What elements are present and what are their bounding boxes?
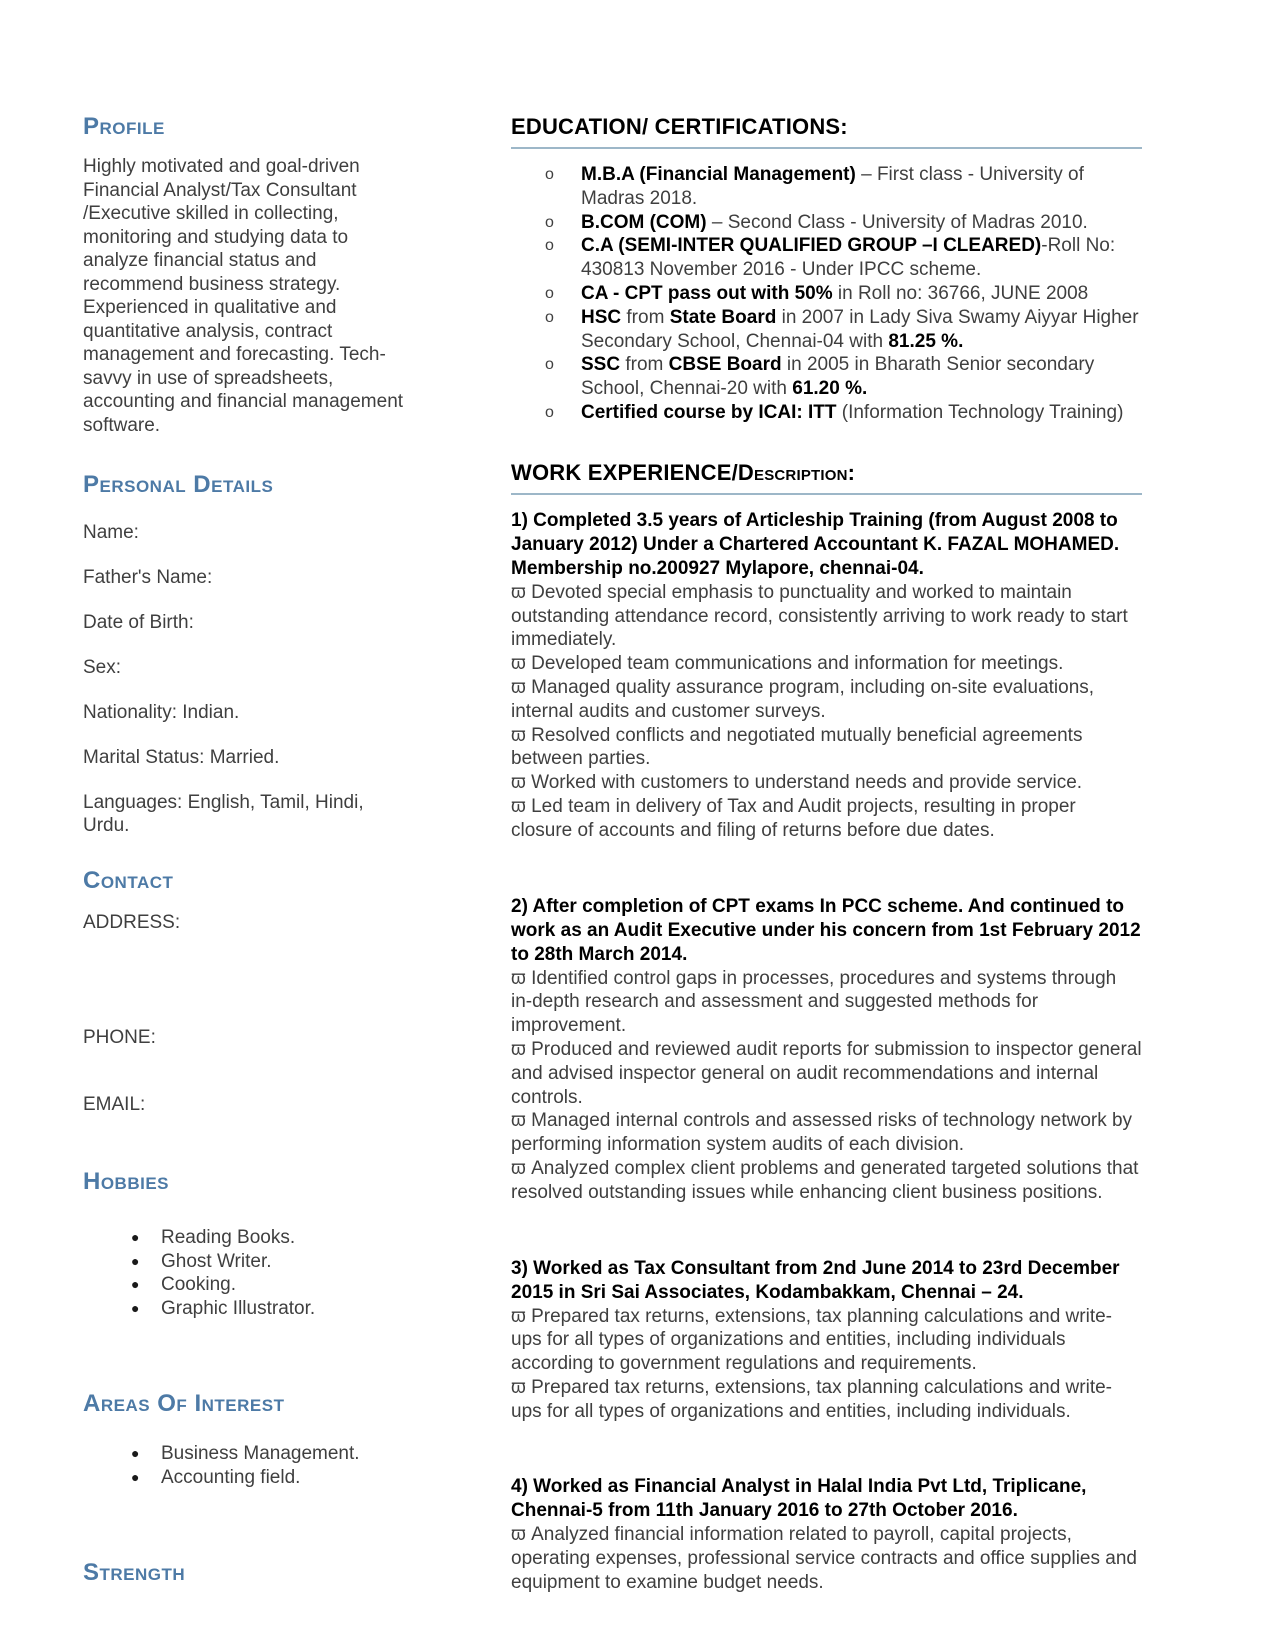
profile-heading: Profile xyxy=(83,113,165,140)
text-run: SSC xyxy=(581,354,621,376)
areas-of-interest-heading: Areas Of Interest xyxy=(83,1390,285,1417)
circle-bullet-icon: o xyxy=(545,237,554,255)
job-bullet-line: ϖ Worked with customers to understand needs and provide service. xyxy=(511,772,1083,794)
hobbies-section xyxy=(83,1168,413,1320)
list-item xyxy=(83,1273,413,1297)
job-entry xyxy=(511,509,1142,843)
education-item xyxy=(511,353,1142,401)
education-item xyxy=(511,211,1142,235)
education-section xyxy=(511,113,1142,425)
education-item-text xyxy=(581,402,1123,423)
list-item-label: Ghost Writer. xyxy=(161,1250,272,1272)
bullet-dot-icon: ● xyxy=(131,1445,140,1461)
job-bullet-line: ϖ Led team in delivery of Tax and Audit projects, resulting in proper closure of accounts and filing of returns before due dates. xyxy=(511,795,1076,841)
job-title: 1) Completed 3.5 years of Articleship Training (from August 2008 to January 2012) Under a Chartered Accountant K. FAZAL MOHAMED. Membership no.200927 Mylapore, chennai-04. xyxy=(511,509,1120,579)
hobbies-list xyxy=(83,1226,413,1320)
text-run: -Roll No: 430813 November 2016 - Under IPCC scheme. xyxy=(581,235,1116,281)
strength-section xyxy=(83,1559,413,1587)
job-title: 4) Worked as Financial Analyst in Halal India Pvt Ltd, Triplicane, Chennai-5 from 11th January 2016 to 27th October 2016. xyxy=(511,1476,1087,1522)
education-item xyxy=(511,163,1142,211)
address-label: ADDRESS: xyxy=(83,912,181,933)
text-run: – Second Class - University of Madras 2010. xyxy=(706,211,1088,233)
job-bullet-line: ϖ Prepared tax returns, extensions, tax planning calculations and write-ups for all types of organizations and entities, including individuals. xyxy=(511,1376,1112,1422)
personal-detail-item: Marital Status: Married. xyxy=(83,747,280,768)
personal-detail-item: Father's Name: xyxy=(83,567,213,588)
circle-bullet-icon: o xyxy=(545,213,554,231)
text-run: B.COM (COM) xyxy=(581,211,707,233)
contact-heading: Contact xyxy=(83,867,174,894)
list-item xyxy=(83,1250,413,1274)
circle-bullet-icon: o xyxy=(545,308,554,326)
personal-detail-item: Name: xyxy=(83,522,139,543)
circle-bullet-icon: o xyxy=(545,166,554,183)
list-item xyxy=(83,1297,413,1321)
job-bullet-line: ϖ Resolved conflicts and negotiated mutually beneficial agreements between parties. xyxy=(511,724,1083,770)
personal-detail-item: Nationality: Indian. xyxy=(83,702,240,723)
bullet-dot-icon: ● xyxy=(131,1468,140,1485)
circle-bullet-icon: o xyxy=(545,284,554,302)
areas-of-interest-list xyxy=(83,1442,413,1489)
circle-bullet-icon: o xyxy=(545,403,554,421)
profile-text: Highly motivated and goal-driven Financial Analyst/Tax Consultant /Executive skilled in collecting, monitoring and studying data to analyze financial status and recommend business strategy. Experienced in qualitative and quantitative analysis, contract management and forecasting. Tech-savvy in use of spreadsheets, accounting and financial management software. xyxy=(83,156,404,436)
right-column xyxy=(511,113,1142,1595)
text-run: from xyxy=(620,354,669,376)
job-bullet-line: ϖ Devoted special emphasis to punctuality and worked to maintain outstanding attendance record, consistently arriving to work ready to start immediately. xyxy=(511,581,1128,651)
list-item-label: Cooking. xyxy=(161,1274,236,1295)
personal-detail-item: Date of Birth: xyxy=(83,612,194,633)
job-bullet-line: ϖ Identified control gaps in processes, procedures and systems through in-depth research and assessment and suggested methods for improvement. xyxy=(511,967,1117,1037)
text-run: in Roll no: 36766, JUNE 2008 xyxy=(832,282,1089,304)
education-item-text xyxy=(581,212,1088,233)
list-item-label: Business Management. xyxy=(161,1443,360,1464)
list-item-label: Accounting field. xyxy=(161,1466,301,1488)
job-bullet-line: ϖ Managed internal controls and assessed risks of technology network by performing information system audits of each division. xyxy=(511,1110,1133,1156)
text-run: – First class - University of Madras 2018. xyxy=(581,164,1084,209)
hobbies-heading: Hobbies xyxy=(83,1168,170,1195)
text-run: CA - CPT pass out with 50% xyxy=(581,282,833,304)
text-run: in 2005 in Bharath Senior secondary School, Chennai-20 with xyxy=(581,354,1095,400)
work-experience-section xyxy=(511,459,1142,1595)
bullet-dot-icon: ● xyxy=(131,1276,140,1292)
education-heading: EDUCATION/ CERTIFICATIONS: xyxy=(511,113,1142,149)
job-bullet-line: ϖ Developed team communications and information for meetings. xyxy=(511,653,1064,675)
personal-details-heading: Personal Details xyxy=(83,471,274,498)
job-bullet-line: ϖ Managed quality assurance program, including on-site evaluations, internal audits and customer surveys. xyxy=(511,676,1095,722)
text-run: 81.25 %. xyxy=(888,330,964,352)
education-list xyxy=(511,163,1142,425)
areas-of-interest-section xyxy=(83,1390,413,1489)
work-experience-heading: WORK EXPERIENCE/Description: xyxy=(511,459,1142,495)
job-bullet-line: ϖ Analyzed financial information related to payroll, capital projects, operating expenses, professional service contracts and office supplies and equipment to examine budget needs. xyxy=(511,1524,1137,1594)
education-item-text xyxy=(581,235,1115,280)
personal-detail-item: Sex: xyxy=(83,657,122,678)
job-title: 2) After completion of CPT exams In PCC scheme. And continued to work as an Audit Executive under his concern from 1st February 2012 to 28th March 2014. xyxy=(511,895,1141,965)
education-item-text xyxy=(581,164,1084,209)
profile-section xyxy=(83,113,413,437)
list-item-label: Reading Books. xyxy=(161,1227,296,1248)
job-entry xyxy=(511,895,1142,1205)
job-bullet-line: ϖ Analyzed complex client problems and generated targeted solutions that resolved outstanding issues while enhancing client business positions. xyxy=(511,1157,1139,1203)
personal-details-section xyxy=(83,471,413,837)
text-run: State Board xyxy=(669,306,777,328)
circle-bullet-icon: o xyxy=(545,356,554,374)
left-column xyxy=(83,113,413,1595)
jobs-list xyxy=(511,509,1142,1595)
bullet-dot-icon: ● xyxy=(131,1252,140,1269)
personal-detail-item: Languages: English, Tamil, Hindi, Urdu. xyxy=(83,792,364,836)
list-item xyxy=(83,1466,413,1490)
education-item xyxy=(511,401,1142,425)
job-entry xyxy=(511,1257,1142,1424)
education-item-text xyxy=(581,307,1139,352)
education-item xyxy=(511,282,1142,306)
job-entry xyxy=(511,1475,1142,1594)
text-run: (Information Technology Training) xyxy=(836,401,1124,423)
job-bullet-line: ϖ Prepared tax returns, extensions, tax planning calculations and write-ups for all types of organizations and entities, including individuals according to government regulations and requirements. xyxy=(511,1305,1112,1375)
bullet-dot-icon: ● xyxy=(131,1229,140,1245)
text-run: in 2007 in Lady Siva Swamy Aiyyar Higher Secondary School, Chennai-04 with xyxy=(581,306,1139,352)
text-run: HSC xyxy=(581,306,622,328)
education-item-text xyxy=(581,354,1094,399)
phone-label: PHONE: xyxy=(83,1027,156,1048)
bullet-dot-icon: ● xyxy=(131,1299,140,1316)
text-run: C.A (SEMI-INTER QUALIFIED GROUP –I CLEARED) xyxy=(581,235,1042,257)
text-run: 61.20 %. xyxy=(792,378,868,400)
education-item xyxy=(511,234,1142,282)
list-item xyxy=(83,1442,413,1466)
text-run: CBSE Board xyxy=(668,354,782,376)
strength-heading: Strength xyxy=(83,1559,186,1586)
personal-details-list xyxy=(83,521,413,837)
text-run: from xyxy=(621,306,670,328)
text-run: Certified course by ICAI: ITT xyxy=(581,401,837,423)
education-item-text xyxy=(581,283,1088,304)
education-item xyxy=(511,306,1142,354)
list-item xyxy=(83,1226,413,1250)
list-item-label: Graphic Illustrator. xyxy=(161,1297,316,1319)
job-title: 3) Worked as Tax Consultant from 2nd June 2014 to 23rd December 2015 in Sri Sai Associates, Kodambakkam, Chennai – 24. xyxy=(511,1257,1120,1303)
email-label: EMAIL: xyxy=(83,1094,146,1115)
contact-section xyxy=(83,867,413,1116)
text-run: M.B.A (Financial Management) xyxy=(581,164,856,185)
job-bullet-line: ϖ Produced and reviewed audit reports for submission to inspector general and advised inspector general on audit recommendations and internal controls. xyxy=(511,1038,1142,1108)
